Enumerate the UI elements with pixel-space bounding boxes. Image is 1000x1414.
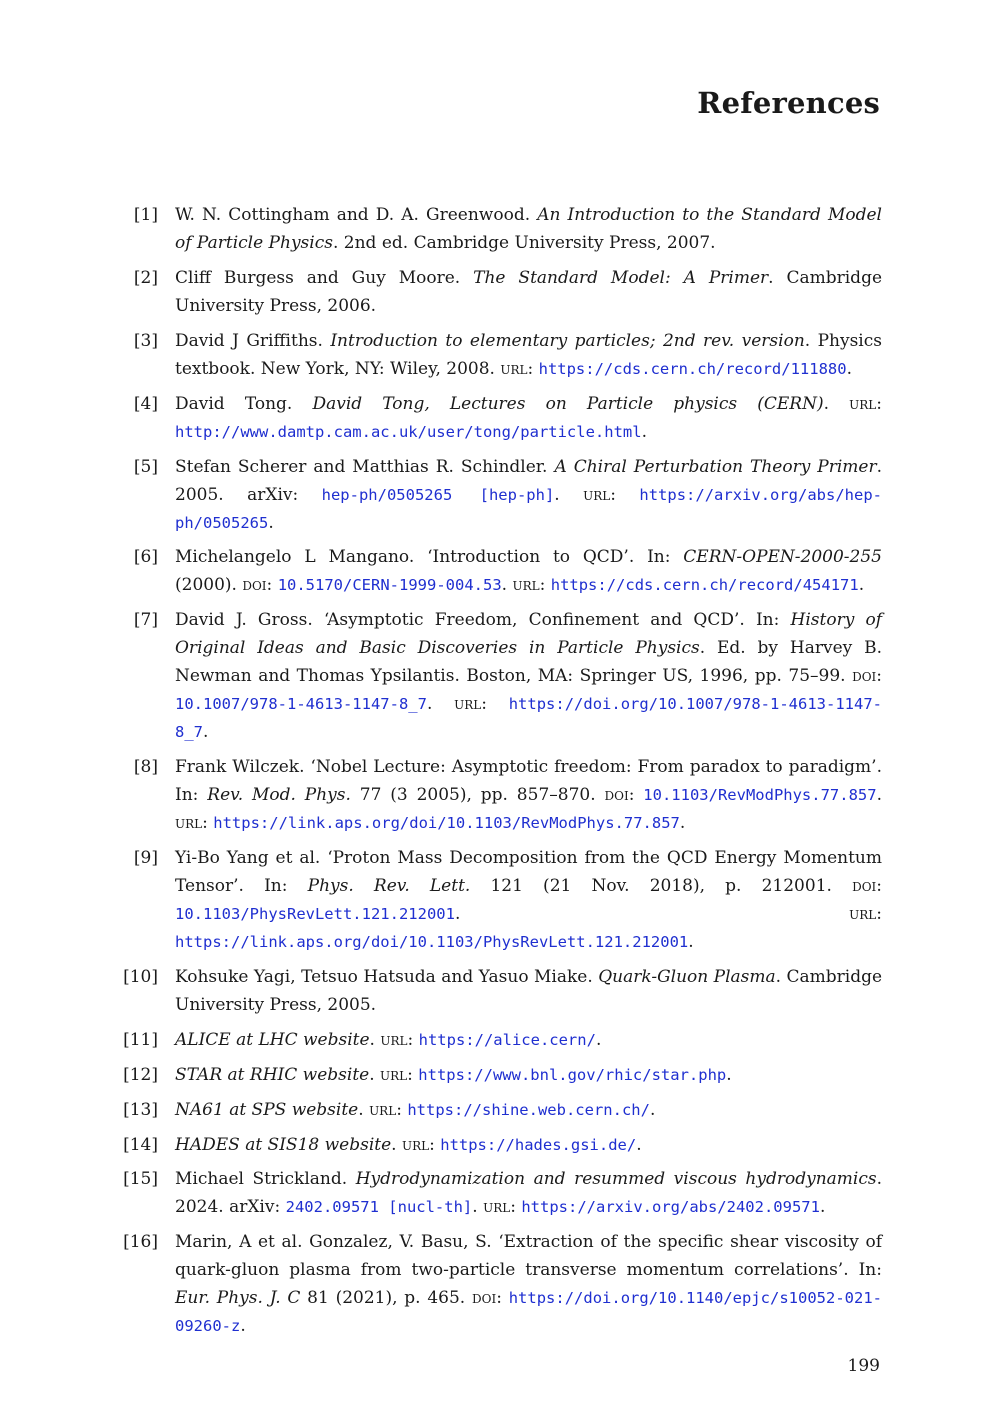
reference-title: Hydrodynamization and resummed viscous hydrodynamics — [355, 1169, 877, 1190]
reference-authors: Yi-Bo Yang et al. ‘Proton Mass Decomposition from the QCD Energy Momentum Tensor’. In: — [175, 848, 882, 897]
reference-entry: [8] Frank Wilczek. ‘Nobel Lecture: Asymptotic freedom: From paradox to paradigm’. In: Rev. Mod. Phys. 77 (3 2005), pp. 857–870. doi: 10.1103/RevModPhys.77.857. url: https://link.aps.org/doi/10.1103/RevModPhys.77.857. — [118, 753, 882, 837]
reference-entry: [7] David J. Gross. ‘Asymptotic Freedom, Confinement and QCD’. In: History of Original Ideas and Basic Discoveries in Particle Physics. Ed. by Harvey B. Newman and Thomas Ypsilantis. Boston, MA: Springer US, 1996, pp. 75–99. doi: 10.1007/978-1-4613-1147-8_7. url: https://doi.org/10.1007/978-1-4613-1147-8_7. — [118, 606, 882, 746]
url-label: url — [380, 1064, 408, 1085]
reference-number: [8] — [133, 757, 158, 778]
reference-journal: History of Original Ideas and Basic Discoveries in Particle Physics — [175, 610, 882, 659]
reference-details: . Ed. by Harvey B. Newman and Thomas Ypsilantis. Boston, MA: Springer US, 1996, pp. 75–99. — [175, 638, 883, 687]
url-label: url — [369, 1099, 397, 1120]
reference-entry: [14] HADES at SIS18 website. url: https://hades.gsi.de/. — [118, 1131, 882, 1159]
reference-entry: [13] NA61 at SPS website. url: https://shine.web.cern.ch/. — [118, 1096, 882, 1124]
reference-journal: Rev. Mod. Phys. — [207, 785, 351, 806]
arxiv-link[interactable]: 2402.09571 [nucl-th] — [285, 1198, 473, 1217]
reference-details: 81 (2021), p. 465. — [300, 1288, 466, 1309]
reference-number: [16] — [123, 1232, 158, 1253]
reference-number: [4] — [133, 393, 158, 414]
reference-journal: CERN-OPEN-2000-255 — [683, 547, 882, 568]
reference-number: [12] — [123, 1064, 158, 1085]
reference-authors: Michelangelo L Mangano. ‘Introduction to QCD’. In: — [175, 547, 671, 568]
url-link[interactable]: https://arxiv.org/abs/hep-ph/0505265 — [175, 485, 883, 532]
arxiv-link[interactable]: hep-ph/0505265 [hep-ph] — [321, 485, 555, 504]
url-label: url — [849, 904, 877, 925]
reference-number: [11] — [123, 1029, 158, 1050]
url-label: url — [500, 358, 528, 379]
reference-title: Quark-Gluon Plasma — [598, 967, 776, 988]
reference-details: . — [358, 1099, 364, 1120]
reference-number: [2] — [133, 267, 158, 288]
reference-authors: Stefan Scherer and Matthias R. Schindler. — [175, 456, 548, 477]
reference-entry — [118, 963, 882, 1019]
reference-details: 77 (3 2005), pp. 857–870. — [350, 785, 596, 806]
reference-authors: David J Griffiths. — [175, 330, 323, 351]
reference-number: [6] — [133, 547, 158, 568]
reference-title: HADES at SIS18 website — [175, 1134, 392, 1155]
reference-entry — [118, 201, 882, 257]
reference-authors: Michael Strickland. — [175, 1169, 348, 1190]
reference-authors: David J. Gross. ‘Asymptotic Freedom, Confinement and QCD’. In: — [175, 610, 780, 631]
reference-number: [13] — [123, 1099, 158, 1120]
doi-label: doi — [852, 876, 877, 897]
doi-label: doi — [242, 575, 267, 596]
reference-entry — [118, 264, 882, 320]
reference-details: . Cambridge University Press, 2005. — [175, 967, 883, 1016]
reference-authors: Marin, A et al. Gonzalez, V. Basu, S. ‘Extraction of the specific shear viscosity of quark-gluon plasma from two-particle transverse momentum correlations’. In: — [175, 1232, 882, 1281]
reference-title: ALICE at LHC website — [175, 1029, 370, 1050]
page-number: 199 — [847, 1356, 880, 1376]
reference-entry: [15] Michael Strickland. Hydrodynamization and resummed viscous hydrodynamics. 2024. arXiv: 2402.09571 [nucl-th]. url: https://arxiv.org/abs/2402.09571. — [118, 1165, 882, 1221]
url-label: url — [401, 1134, 430, 1155]
reference-entry: [12] STAR at RHIC website. url: https://www.bnl.gov/rhic/star.php. — [118, 1061, 882, 1089]
url-link[interactable]: https://doi.org/10.1007/978-1-4613-1147-8_7 — [175, 695, 882, 742]
doi-link[interactable]: 10.5170/CERN-1999-004.53 — [277, 576, 502, 595]
reference-details: . — [823, 393, 829, 414]
reference-title: Introduction to elementary particles; 2nd rev. version — [330, 330, 805, 351]
reference-number: [10] — [123, 967, 158, 988]
reference-details: . 2024. arXiv: — [175, 1169, 882, 1218]
url-link[interactable]: http://www.damtp.cam.ac.uk/user/tong/particle.html — [175, 422, 642, 441]
reference-entry: [3] David J Griffiths. Introduction to elementary particles; 2nd rev. version. Physics textbook. New York, NY: Wiley, 2008. url: https://cds.cern.ch/record/111880. — [118, 327, 882, 383]
url-link[interactable]: https://www.bnl.gov/rhic/star.php — [418, 1065, 727, 1084]
reference-entry: [16] Marin, A et al. Gonzalez, V. Basu, S. ‘Extraction of the specific shear viscosity of quark-gluon plasma from two-particle transverse momentum correlations’. In: Eur. Phys. J. C 81 (2021), p. 465. doi: https://doi.org/10.1140/epjc/s10052-021-09260-z. — [118, 1228, 882, 1340]
reference-details: . — [369, 1029, 375, 1050]
reference-title: David Tong, Lectures on Particle physics (CERN) — [312, 393, 824, 414]
reference-entry: [5] Stefan Scherer and Matthias R. Schindler. A Chiral Perturbation Theory Primer. 2005. arXiv: hep-ph/0505265 [hep-ph]. url: https://arxiv.org/abs/hep-ph/0505265. — [118, 453, 882, 537]
url-link[interactable]: https://link.aps.org/doi/10.1103/PhysRevLett.121.212001 — [175, 933, 689, 952]
reference-journal: Eur. Phys. J. C — [175, 1288, 301, 1309]
reference-number: [14] — [123, 1134, 158, 1155]
url-link[interactable]: https://cds.cern.ch/record/111880 — [538, 359, 847, 378]
reference-journal: Phys. Rev. Lett. — [307, 876, 471, 897]
url-link[interactable]: https://link.aps.org/doi/10.1103/RevModPhys.77.857 — [213, 814, 680, 833]
doi-link[interactable]: https://doi.org/10.1140/epjc/s10052-021-09260-z — [175, 1289, 882, 1336]
url-label: url — [583, 484, 611, 505]
url-label: url — [380, 1029, 408, 1050]
reference-title: A Chiral Perturbation Theory Primer — [554, 456, 877, 477]
reference-details: 121 (21 Nov. 2018), p. 212001. — [470, 876, 832, 897]
url-label: url — [512, 575, 540, 596]
reference-number: [3] — [133, 330, 158, 351]
doi-link[interactable]: 10.1103/PhysRevLett.121.212001 — [175, 905, 455, 924]
reference-authors: Kohsuke Yagi, Tetsuo Hatsuda and Yasuo Miake. — [175, 967, 593, 988]
url-link[interactable]: https://hades.gsi.de/ — [440, 1135, 637, 1154]
reference-authors: David Tong. — [175, 393, 293, 414]
url-label: url — [454, 694, 482, 715]
reference-details: . — [369, 1064, 375, 1085]
url-label: url — [175, 813, 203, 834]
reference-details: . 2005. arXiv: — [175, 456, 882, 505]
doi-label: doi — [852, 666, 877, 687]
url-label: url — [849, 393, 877, 414]
reference-number: [9] — [133, 848, 158, 869]
reference-entry: [6] Michelangelo L Mangano. ‘Introduction to QCD’. In: CERN-OPEN-2000-255 (2000). doi: 10.5170/CERN-1999-004.53. url: https://cds.cern.ch/record/454171. — [118, 543, 882, 599]
doi-label: doi — [604, 785, 629, 806]
reference-title: STAR at RHIC website — [175, 1064, 370, 1085]
reference-number: [15] — [123, 1169, 158, 1190]
reference-title: An Introduction to the Standard Model of Particle Physics — [175, 205, 882, 253]
reference-details: . Cambridge University Press, 2006. — [175, 267, 883, 316]
reference-authors: Frank Wilczek. ‘Nobel Lecture: Asymptotic freedom: From paradox to paradigm’. In: — [175, 757, 882, 806]
reference-authors: Cliff Burgess and Guy Moore. — [175, 267, 461, 288]
reference-title: NA61 at SPS website — [175, 1099, 359, 1120]
reference-number: [1] — [133, 205, 158, 225]
reference-title: The Standard Model: A Primer — [473, 267, 769, 288]
reference-entry: [9] Yi-Bo Yang et al. ‘Proton Mass Decomposition from the QCD Energy Momentum Tensor’. In: Phys. Rev. Lett. 121 (21 Nov. 2018), p. 212001. doi: 10.1103/PhysRevLett.121.212001. url: https://link.aps.org/doi/10.1103/PhysRevLett.121.212001. — [118, 844, 882, 956]
url-link[interactable]: https://shine.web.cern.ch/ — [407, 1100, 650, 1119]
reference-number: [7] — [133, 610, 158, 631]
reference-authors: W. N. Cottingham and D. A. Greenwood. — [175, 205, 531, 225]
reference-entry: [4] David Tong. David Tong, Lectures on Particle physics (CERN). url: http://www.damtp.cam.ac.uk/user/tong/particle.html. — [118, 390, 882, 446]
reference-number: [5] — [133, 456, 158, 477]
doi-link[interactable]: 10.1007/978-1-4613-1147-8_7 — [175, 695, 427, 714]
reference-entry: [11] ALICE at LHC website. url: https://alice.cern/. — [118, 1026, 882, 1054]
reference-list — [118, 201, 882, 1347]
page-title: References — [697, 86, 880, 120]
doi-link[interactable]: 10.1103/RevModPhys.77.857 — [643, 786, 877, 805]
reference-details: (2000). — [175, 575, 237, 596]
url-link[interactable]: https://arxiv.org/abs/2402.09571 — [521, 1198, 820, 1217]
url-link[interactable]: https://alice.cern/ — [418, 1030, 596, 1049]
url-label: url — [483, 1197, 511, 1218]
doi-label: doi — [472, 1288, 497, 1309]
reference-details: . — [391, 1134, 397, 1155]
url-link[interactable]: https://cds.cern.ch/record/454171 — [550, 576, 859, 595]
reference-details: . 2nd ed. Cambridge University Press, 2007. — [332, 233, 716, 253]
reference-details: . Physics textbook. New York, NY: Wiley, 2008. — [175, 330, 882, 379]
